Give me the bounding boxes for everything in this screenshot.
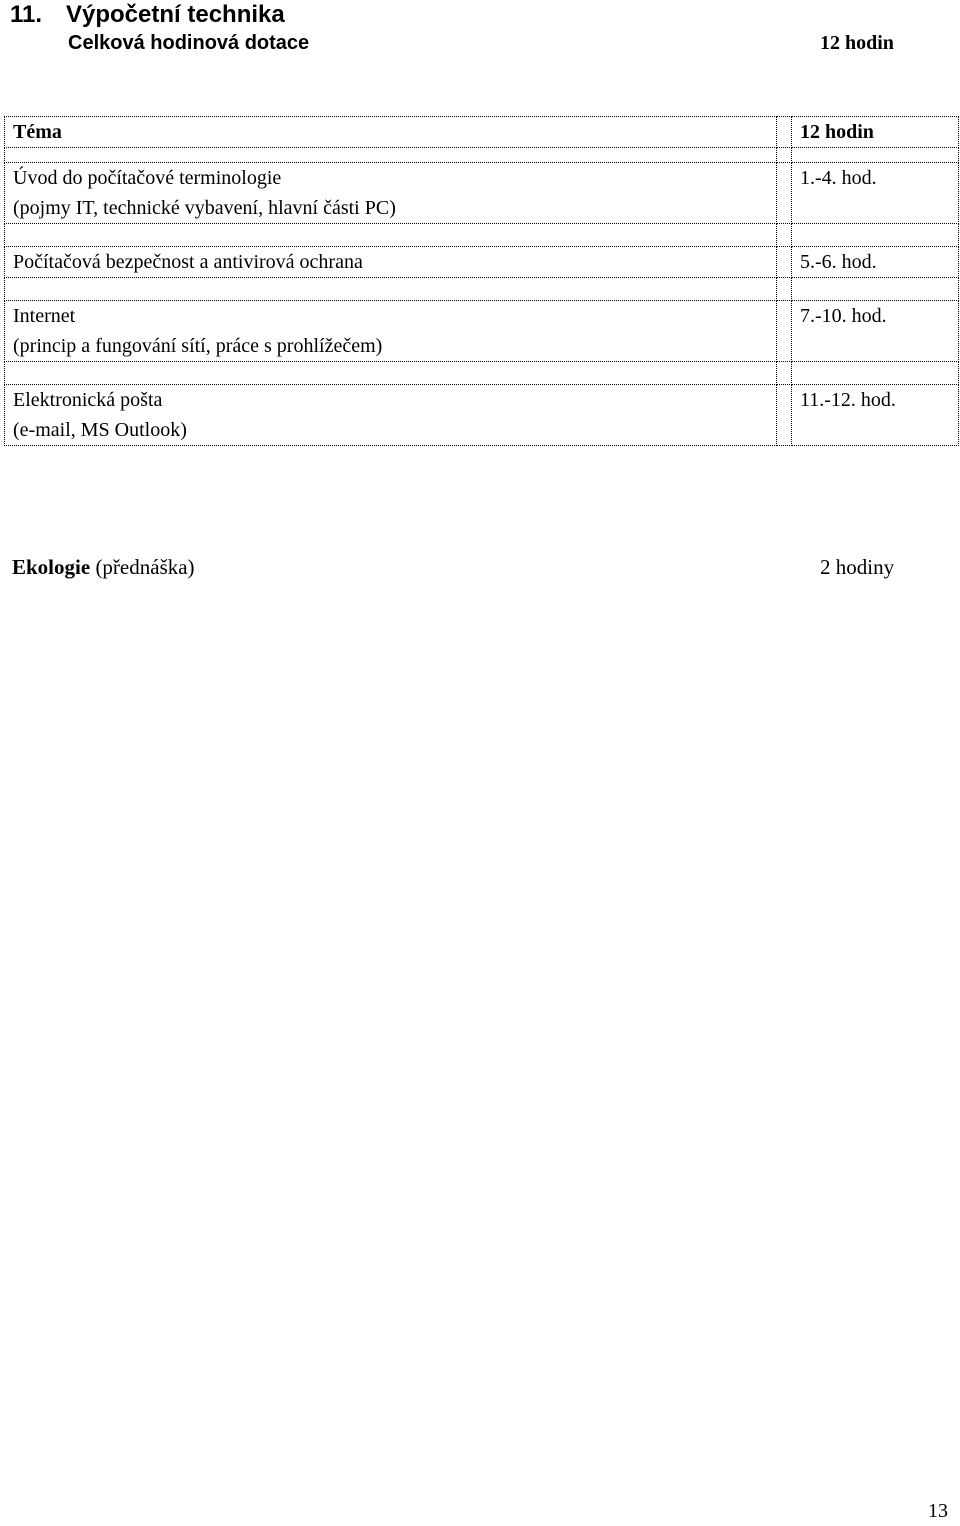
table-header-topic: Téma: [5, 117, 777, 148]
table-row-topic: Úvod do počítačové terminologie (pojmy IT, technické vybavení, hlavní části PC): [5, 163, 777, 224]
table-row-topic: Internet (princip a fungování sítí, práce s prohlížečem): [5, 301, 777, 362]
table-row-hours: 11.-12. hod.: [792, 385, 959, 446]
section-title-text: Výpočetní technika: [66, 1, 285, 28]
table-row-topic: Počítačová bezpečnost a antivirová ochrana: [5, 247, 777, 278]
table-row: [5, 301, 959, 362]
table-header-row: [5, 117, 959, 148]
ecology-lecture-label: Ekologie (přednáška): [12, 555, 195, 579]
section-total-hours: 12 hodin: [820, 32, 894, 54]
table-row-hours: 1.-4. hod.: [792, 163, 959, 224]
ecology-lecture-hours: 2 hodiny: [820, 555, 895, 579]
table-row: [5, 385, 959, 446]
section-title: [10, 0, 285, 30]
table-row: [5, 163, 959, 224]
topics-table: [4, 116, 959, 446]
table-row-topic: Elektronická pošta (e-mail, MS Outlook): [5, 385, 777, 446]
table-row: [5, 247, 959, 278]
section-subtitle: Celková hodinová dotace: [68, 32, 310, 54]
table-row-hours: 5.-6. hod.: [792, 247, 959, 278]
table-row-hours: 7.-10. hod.: [792, 301, 959, 362]
section-number: 11.: [10, 1, 43, 28]
section-heading: [10, 0, 285, 30]
page-number: 13: [928, 1500, 948, 1522]
table-header-hours: 12 hodin: [792, 117, 959, 148]
